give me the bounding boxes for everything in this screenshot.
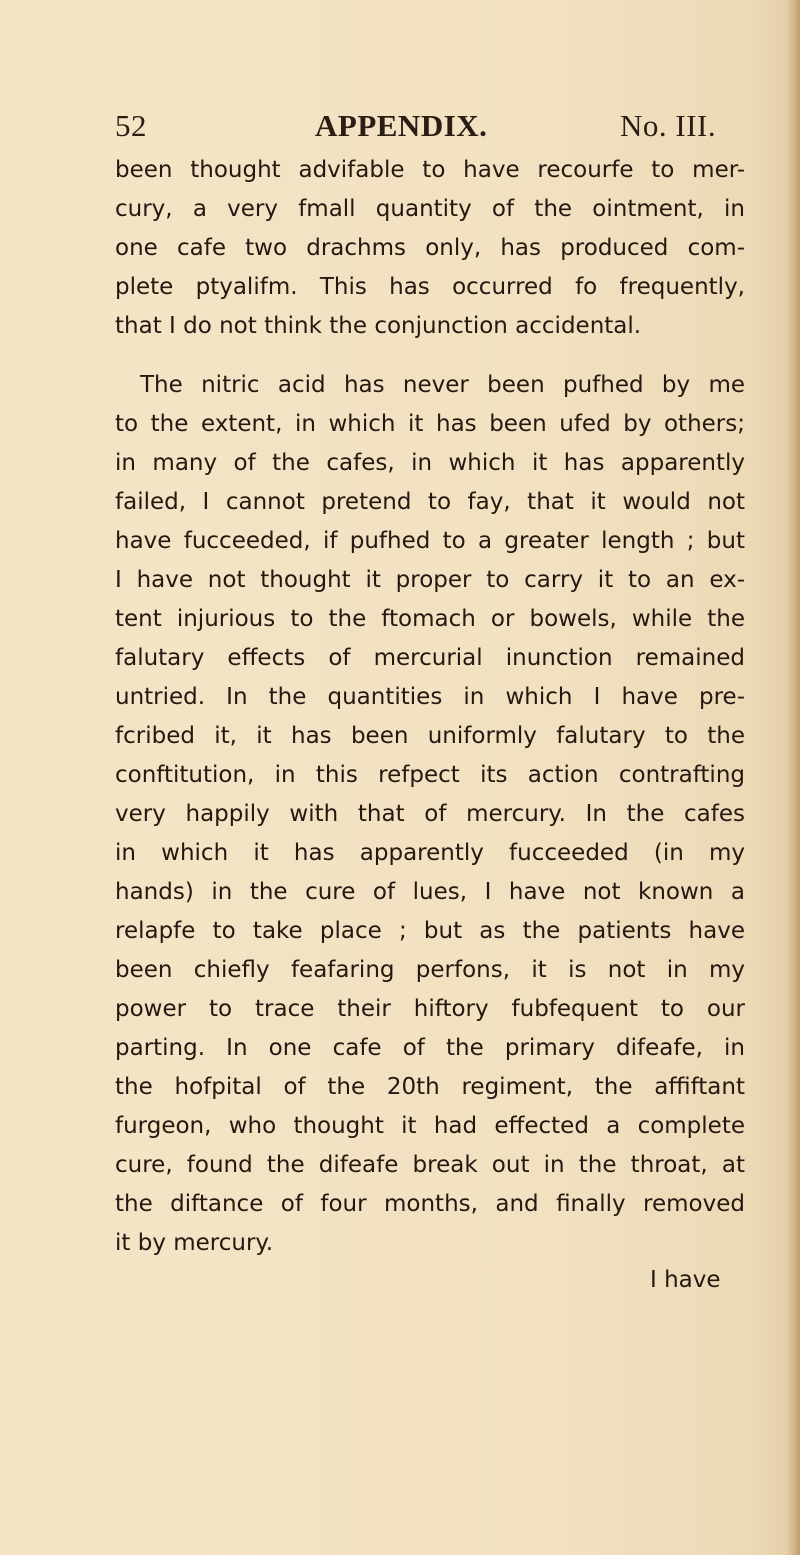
text-line: falutary effects of mercurial inunction remained — [115, 645, 745, 671]
text-line: it by mercury. — [115, 1230, 274, 1256]
text-line: cury, a very fmall quantity of the ointment, in — [115, 196, 745, 222]
page-number: 52 — [115, 108, 147, 143]
text-line: furgeon, who thought it had effected a complete — [115, 1113, 745, 1139]
text-line: fcribed it, it has been uniformly falutary to the — [115, 723, 745, 749]
text-line: hands) in the cure of lues, I have not known a — [115, 879, 745, 905]
text-line: in which it has apparently fucceeded (in my — [115, 840, 745, 866]
text-line: untried. In the quantities in which I have pre- — [115, 684, 745, 710]
text-line: relapfe to take place ; but as the patients have — [115, 918, 745, 944]
text-line: cure, found the difeafe break out in the throat, at — [115, 1152, 745, 1178]
running-title: APPENDIX. — [315, 108, 488, 143]
text-line: one cafe two drachms only, has produced com- — [115, 235, 745, 261]
text-line: very happily with that of mercury. In the cafes — [115, 801, 745, 827]
text-line: power to trace their hiftory fubfequent to our — [115, 996, 745, 1022]
text-line: The nitric acid has never been pufhed by me — [140, 372, 745, 398]
text-line: in many of the cafes, in which it has apparently — [115, 450, 745, 476]
text-line: I have not thought it proper to carry it to an ex- — [115, 567, 745, 593]
text-line: that I do not think the conjunction accidental. — [115, 313, 642, 339]
section-number: No. III. — [620, 108, 717, 143]
text-line: failed, I cannot pretend to fay, that it would not — [115, 489, 745, 515]
text-line: conftitution, in this refpect its action contrafting — [115, 762, 745, 788]
text-line: tent injurious to the ftomach or bowels, while the — [115, 606, 745, 632]
text-line: to the extent, in which it has been ufed by others; — [115, 411, 745, 437]
text-line: been thought advifable to have recourfe to mer- — [115, 157, 745, 183]
text-line: parting. In one cafe of the primary difeafe, in — [115, 1035, 745, 1061]
text-line: the diftance of four months, and finally removed — [115, 1191, 745, 1217]
text-line: the hofpital of the 20th regiment, the affiftant — [115, 1074, 745, 1100]
catchword: I have — [650, 1267, 721, 1293]
page-edge-shadow — [786, 0, 800, 1555]
text-line: been chiefly feafaring perfons, it is not in my — [115, 957, 745, 983]
page-header — [0, 108, 800, 158]
text-line: have fucceeded, if pufhed to a greater length ; but — [115, 528, 745, 554]
text-line: plete ptyalifm. This has occurred fo frequently, — [115, 274, 745, 300]
